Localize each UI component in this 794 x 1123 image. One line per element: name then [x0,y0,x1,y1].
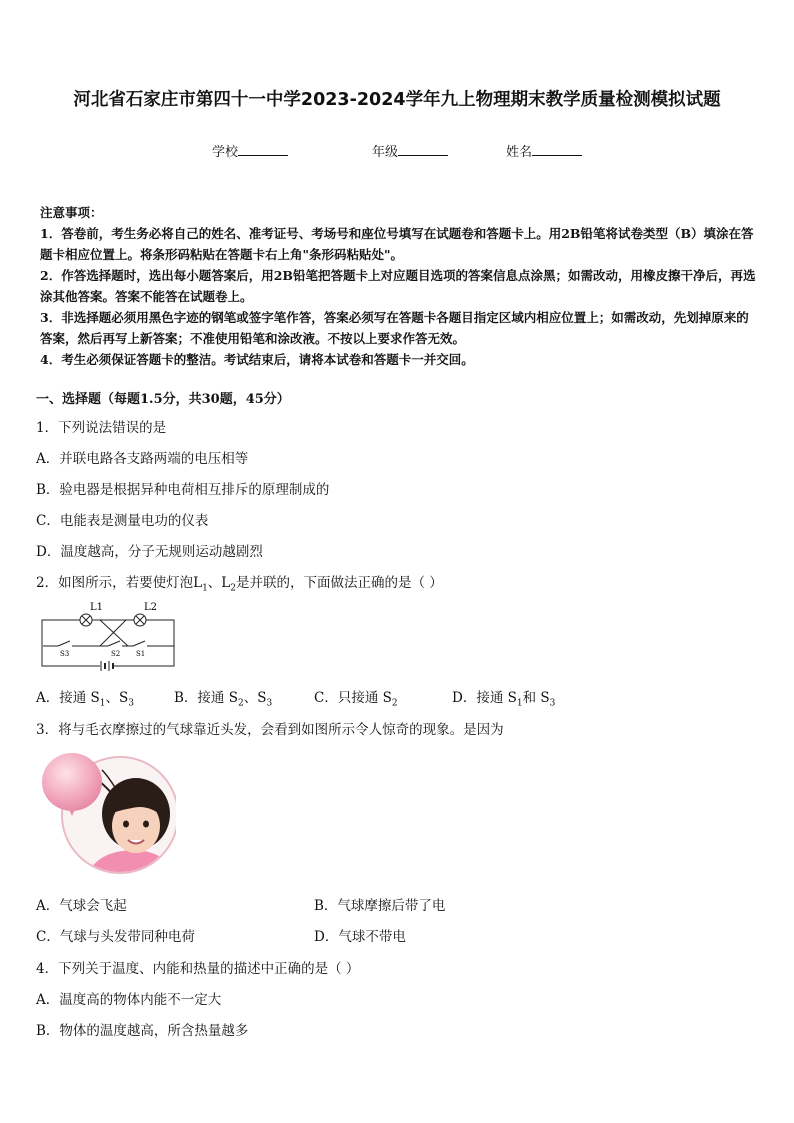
school-blank [238,143,288,156]
q3-stem: 3．将与毛衣摩擦过的气球靠近头发，会看到如图所示令人惊奇的现象。是因为 [36,722,504,738]
page-title: 河北省石家庄市第四十一中学2023-2024学年九上物理期末教学质量检测模拟试题 [73,90,721,110]
q1-option-d[interactable]: D．温度越高，分子无规则运动越剧烈 [36,544,263,560]
q1-option-b[interactable]: B．验电器是根据异种电荷相互排斥的原理制成的 [36,482,330,498]
note-item: 4．考生必须保证答题卡的整洁。考试结束后，请将本试卷和答题卡一并交回。 [40,352,474,367]
name-field[interactable] [506,141,582,160]
notes-heading: 注意事项： [40,205,103,220]
grade-label: 年级 [372,145,399,160]
q1-option-c[interactable]: C．电能表是测量电功的仪表 [36,513,209,529]
q1-option-a[interactable]: A．并联电路各支路两端的电压相等 [36,451,249,467]
label-s2: S2 [111,650,121,658]
note-item: 1．答卷前，考生务必将自己的姓名、准考证号、考场号和座位号填写在试题卷和答题卡上。用2B铅笔将试卷类型（B）填涂在答题卡相应位置上。将条形码粘贴在答题卡右上角"条形码粘贴处"。 [40,226,754,262]
q2-opt-sub: 1 [516,698,523,709]
q2-opt-text: A．接通 S [36,690,100,706]
label-l1: L1 [90,602,104,613]
q2-stem-part: 是并联的，下面做法正确的是（ ） [236,575,443,591]
q3-option-c[interactable]: C．气球与头发带同种电荷 [36,929,195,945]
name-label: 姓名 [506,145,533,160]
q1-stem: 1．下列说法错误的是 [36,420,167,436]
q4-option-a[interactable]: A．温度高的物体内能不一定大 [36,992,222,1008]
label-s1: S1 [136,650,146,658]
q2-opt-text: 、S [105,690,129,706]
note-item: 2．作答选择题时，选出每小题答案后，用2B铅笔把答题卡上对应题目选项的答案信息点涂黑；如需改动，用橡皮擦干净后，再选涂其他答案。答案不能答在试题卷上。 [40,268,756,304]
q2-option-a[interactable] [36,686,134,709]
q2-opt-sub: 1 [99,698,106,709]
school-label: 学校 [212,145,239,160]
name-blank [532,143,582,156]
q2-option-c[interactable] [314,686,398,709]
label-s3: S3 [60,650,70,658]
grade-field[interactable] [372,141,448,160]
grade-blank [398,143,448,156]
q4-stem: 4．下列关于温度、内能和热量的描述中正确的是（ ） [36,961,360,977]
q2-option-b[interactable] [174,686,272,709]
q2-opt-text: 、S [243,690,267,706]
note-item: 3．非选择题必须用黑色字迹的钢笔或签字笔作答，答案必须写在答题卡各题目指定区域内相应位置上；如需改动，先划掉原来的答案，然后再写上新答案；不准使用铅笔和涂改液。不按以上要求作答无效。 [40,310,749,346]
notes-block [40,202,758,370]
q3-option-a[interactable]: A．气球会飞起 [36,898,127,914]
q2-sub: 2 [230,583,236,594]
q2-opt-sub: 2 [237,698,244,709]
q3-option-d[interactable]: D．气球不带电 [314,929,406,945]
q2-opt-sub: 3 [549,698,556,709]
q2-opt-sub: 3 [128,698,135,709]
q2-opt-text: D．接通 S [452,690,517,706]
q2-option-d[interactable] [452,686,555,709]
q2-opt-sub: 2 [391,698,398,709]
school-field[interactable] [212,141,288,160]
circuit-diagram [38,600,178,675]
q2-opt-text: B．接通 S [174,690,238,706]
q2-stem-part: 、L [207,575,231,591]
q3-option-b[interactable]: B．气球摩擦后带了电 [314,898,446,914]
section-heading: 一、选择题（每题1.5分，共30题，45分） [36,392,290,407]
q2-opt-text: C．只接通 S [314,690,392,706]
q2-stem [36,571,443,594]
q2-opt-sub: 3 [266,698,273,709]
balloon-girl-photo [36,752,176,878]
q2-opt-text: 和 S [522,690,550,706]
q2-stem-part: 2．如图所示，若要使灯泡L [36,575,203,591]
q2-sub: 1 [202,583,208,594]
label-l2: L2 [144,602,158,613]
q4-option-b[interactable]: B．物体的温度越高，所含热量越多 [36,1023,249,1039]
